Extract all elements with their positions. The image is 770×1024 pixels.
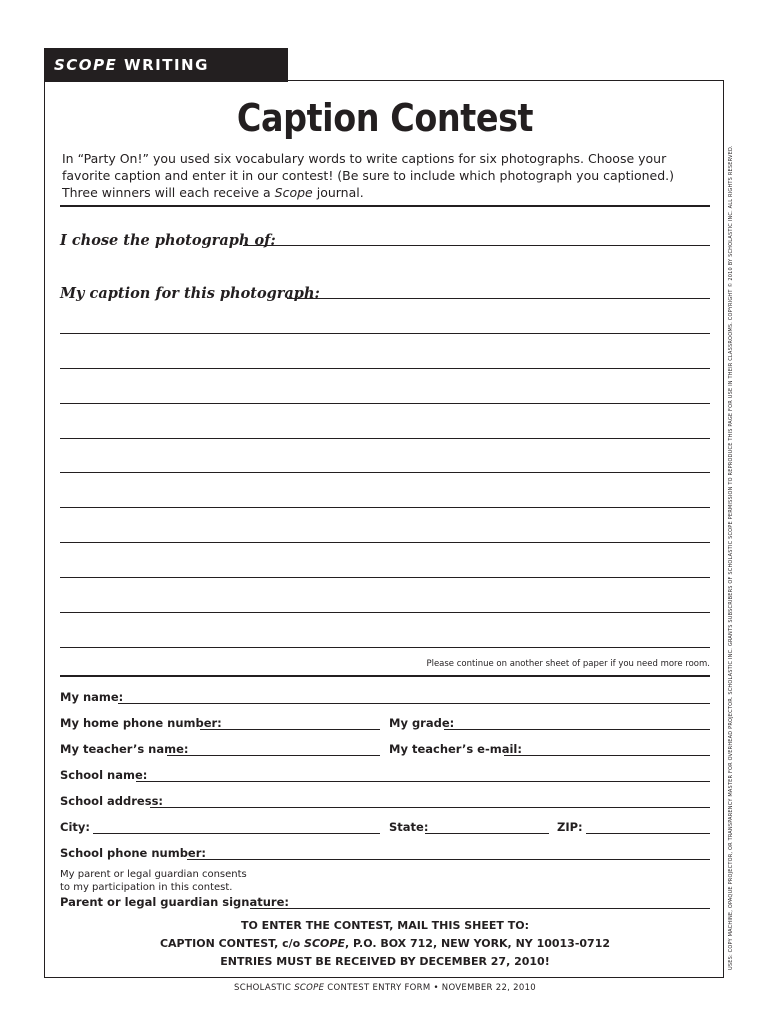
school-address-field[interactable] xyxy=(150,807,710,808)
banner-text: WRITING CONTEST xyxy=(54,56,209,108)
home-phone-label: My home phone number: xyxy=(60,716,222,730)
school-name-label: School name: xyxy=(60,768,148,782)
contest-banner xyxy=(44,48,288,108)
caption-line[interactable] xyxy=(60,612,710,613)
city-field[interactable] xyxy=(93,833,380,834)
teacher-email-label: My teacher’s e-mail: xyxy=(389,742,522,756)
deadline-end: ! xyxy=(544,955,550,968)
intro-text-end: journal. xyxy=(312,185,364,200)
caption-label: My caption for this photograph: xyxy=(60,285,320,302)
school-name-field[interactable] xyxy=(136,781,710,782)
footer-scope: SCOPE xyxy=(294,983,325,993)
banner-brand: SCOPE xyxy=(54,56,118,74)
teacher-name-label: My teacher’s name: xyxy=(60,742,189,756)
mailing-address-a: CAPTION CONTEST, c/o xyxy=(159,937,305,950)
caption-line[interactable] xyxy=(60,507,710,508)
my-name-field[interactable] xyxy=(118,703,710,704)
deadline-date: DECEMBER 27, 2010 xyxy=(419,955,545,968)
photo-field[interactable] xyxy=(243,245,710,246)
state-label: State: xyxy=(389,820,429,834)
caption-line[interactable] xyxy=(60,472,710,473)
state-field[interactable] xyxy=(425,833,549,834)
footer-text: SCHOLASTIC xyxy=(234,983,295,993)
consent-text xyxy=(60,868,247,894)
caption-line[interactable] xyxy=(60,577,710,578)
continue-note: Please continue on another sheet of paper if you need more room. xyxy=(426,659,710,669)
footer-text-end: CONTEST ENTRY FORM • NOVEMBER 22, 2010 xyxy=(324,983,536,993)
caption-line[interactable] xyxy=(60,647,710,648)
consent-line: to my participation in this contest. xyxy=(60,882,233,893)
home-phone-field[interactable] xyxy=(200,729,380,730)
form-border xyxy=(44,80,724,978)
page-title: Caption Contest xyxy=(236,96,534,140)
caption-line[interactable] xyxy=(60,403,710,404)
my-name-label: My name: xyxy=(60,690,124,704)
zip-field[interactable] xyxy=(586,833,710,834)
teacher-name-field[interactable] xyxy=(167,755,380,756)
mailing-scope: SCOPE xyxy=(304,937,345,950)
school-phone-label: School phone number: xyxy=(60,846,207,860)
grade-label: My grade: xyxy=(389,716,455,730)
deadline-text: ENTRIES MUST BE RECEIVED BY xyxy=(220,955,420,968)
deadline xyxy=(0,955,770,968)
caption-line[interactable] xyxy=(60,438,710,439)
mailing-address-b: , P.O. BOX 712, NEW YORK, NY 10013-0712 xyxy=(344,937,611,950)
grade-field[interactable] xyxy=(444,729,710,730)
consent-line: My parent or legal guardian consents xyxy=(60,869,247,880)
section-divider xyxy=(60,675,710,677)
section-divider xyxy=(60,205,710,207)
caption-line[interactable] xyxy=(60,368,710,369)
caption-field[interactable] xyxy=(287,298,710,299)
intro-scope: Scope xyxy=(274,185,313,200)
city-label: City: xyxy=(60,820,90,834)
copyright-notice: USES: COPY MACHINE, OPAQUE PROJECTOR, OR TRANSPARENCY MASTER FOR OVERHEAD PROJECTOR. SCHOLASTIC INC. GRANTS SUBSCRIBERS OF SCHOLASTIC SCOPE PERMISSION TO REPRODUCE THIS PAGE FOR USE IN THEIR CLASSROOMS. COPYRIGHT © 2010 BY SCHOLASTIC INC. ALL RIGHTS RESERVED. xyxy=(728,145,734,970)
intro-paragraph xyxy=(62,150,712,201)
school-address-label: School address: xyxy=(60,794,164,808)
footer-credit xyxy=(0,983,770,993)
teacher-email-field[interactable] xyxy=(504,755,710,756)
photo-label: I chose the photograph of: xyxy=(60,232,276,249)
guardian-signature-field[interactable] xyxy=(250,908,710,909)
mailing-heading: TO ENTER THE CONTEST, MAIL THIS SHEET TO: xyxy=(241,919,529,932)
intro-text: In “Party On!” you used six vocabulary words to write captions for six photographs. Choose your favorite caption and enter it in our contest! (Be sure to include which photograph you captioned.) Three winners will each receive a xyxy=(62,151,674,200)
mailing-address xyxy=(0,937,770,950)
caption-line[interactable] xyxy=(60,542,710,543)
zip-label: ZIP: xyxy=(557,820,583,834)
caption-line[interactable] xyxy=(60,333,710,334)
guardian-signature-label: Parent or legal guardian signature: xyxy=(60,895,289,909)
school-phone-field[interactable] xyxy=(187,859,710,860)
